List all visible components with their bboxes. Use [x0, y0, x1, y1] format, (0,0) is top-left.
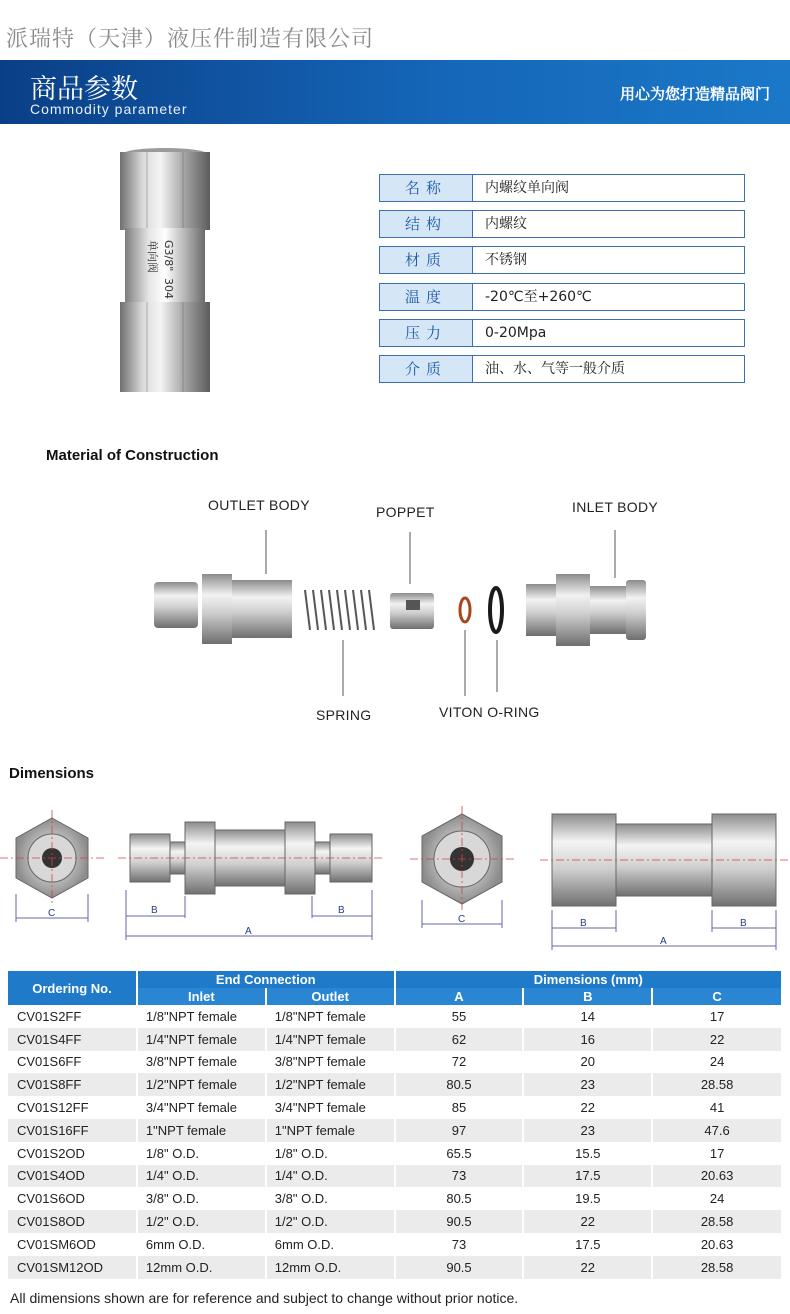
header-c: C: [652, 988, 782, 1005]
product-marking-name: 单向阀: [146, 240, 159, 273]
ordering-no-cell: CV01S12FF: [8, 1096, 137, 1119]
table-row: [8, 1028, 782, 1051]
table-row: [8, 1073, 782, 1096]
dim-b-cell: 20: [523, 1051, 652, 1074]
dim-b-cell: 15.5: [523, 1142, 652, 1165]
param-row: [379, 319, 745, 347]
dim-label-b: B: [580, 918, 587, 929]
label-inlet-body: INLET BODY: [572, 499, 658, 515]
inlet-cell: 1/8"NPT female: [137, 1005, 266, 1028]
inlet-cell: 6mm O.D.: [137, 1233, 266, 1256]
param-value: 内螺纹单向阀: [472, 175, 744, 201]
table-row: [8, 1119, 782, 1142]
dim-a-cell: 55: [395, 1005, 524, 1028]
param-value: 内螺纹: [472, 211, 744, 237]
outlet-cell: 1/2" O.D.: [266, 1210, 395, 1233]
ordering-no-cell: CV01SM6OD: [8, 1233, 137, 1256]
outlet-cell: 12mm O.D.: [266, 1256, 395, 1279]
inlet-cell: 1/2" O.D.: [137, 1210, 266, 1233]
dim-c-cell: 47.6: [652, 1119, 782, 1142]
dim-label-b: B: [338, 905, 345, 916]
param-key: 压力: [380, 320, 472, 346]
dim-b-cell: 23: [523, 1119, 652, 1142]
dim-a-cell: 90.5: [395, 1256, 524, 1279]
dim-a-cell: 73: [395, 1165, 524, 1188]
param-row: [379, 210, 745, 238]
ordering-table-body: [8, 1005, 782, 1279]
dim-b-cell: 22: [523, 1210, 652, 1233]
inlet-cell: 1/2"NPT female: [137, 1073, 266, 1096]
ordering-no-cell: CV01S4FF: [8, 1028, 137, 1051]
outlet-cell: 3/4"NPT female: [266, 1096, 395, 1119]
ordering-no-cell: CV01S2OD: [8, 1142, 137, 1165]
dim-c-cell: 17: [652, 1142, 782, 1165]
dim-a-cell: 80.5: [395, 1073, 524, 1096]
dim-a-cell: 73: [395, 1233, 524, 1256]
label-spring: SPRING: [316, 707, 372, 723]
dim-label-b: B: [151, 905, 158, 916]
outlet-cell: 1"NPT female: [266, 1119, 395, 1142]
inlet-cell: 1/4" O.D.: [137, 1165, 266, 1188]
dimensions-heading: Dimensions: [9, 765, 95, 782]
dim-a-cell: 80.5: [395, 1187, 524, 1210]
dim-b-cell: 14: [523, 1005, 652, 1028]
param-value: -20℃至+260℃: [472, 284, 744, 310]
dim-c-cell: 28.58: [652, 1210, 782, 1233]
parameter-table: [379, 174, 745, 391]
dim-c-cell: 22: [652, 1028, 782, 1051]
dim-b-cell: 19.5: [523, 1187, 652, 1210]
construction-heading: Material of Construction: [46, 447, 219, 464]
ordering-no-cell: CV01S8FF: [8, 1073, 137, 1096]
table-row: [8, 1210, 782, 1233]
table-row: [8, 1256, 782, 1279]
outlet-cell: 1/8" O.D.: [266, 1142, 395, 1165]
dim-c-cell: 24: [652, 1051, 782, 1074]
dim-a-cell: 90.5: [395, 1210, 524, 1233]
table-row: [8, 1187, 782, 1210]
dim-c-cell: 28.58: [652, 1073, 782, 1096]
dim-label-a: A: [660, 936, 667, 947]
dimension-drawings: [0, 800, 790, 960]
outlet-cell: 1/2"NPT female: [266, 1073, 395, 1096]
dim-c-cell: 28.58: [652, 1256, 782, 1279]
param-row: [379, 174, 745, 202]
table-row: [8, 1142, 782, 1165]
inlet-cell: 1"NPT female: [137, 1119, 266, 1142]
inlet-cell: 3/4"NPT female: [137, 1096, 266, 1119]
header-b: B: [523, 988, 652, 1005]
ordering-no-cell: CV01S16FF: [8, 1119, 137, 1142]
dim-b-cell: 22: [523, 1096, 652, 1119]
param-row: [379, 246, 745, 274]
inlet-cell: 3/8" O.D.: [137, 1187, 266, 1210]
table-row: [8, 1096, 782, 1119]
exploded-view-illustration: [150, 490, 650, 730]
ordering-table: [8, 971, 783, 1279]
dim-label-b: B: [740, 918, 747, 929]
header-ordering-no: Ordering No.: [8, 971, 137, 1005]
dim-label-c: C: [48, 908, 56, 919]
param-key: 介质: [380, 356, 472, 382]
ordering-no-cell: CV01S8OD: [8, 1210, 137, 1233]
table-row: [8, 1165, 782, 1188]
ordering-no-cell: CV01S6FF: [8, 1051, 137, 1074]
product-marking-material: 304: [162, 278, 175, 299]
dim-label-c: C: [458, 914, 466, 925]
ordering-no-cell: CV01SM12OD: [8, 1256, 137, 1279]
inlet-cell: 12mm O.D.: [137, 1256, 266, 1279]
product-marking-spec: G3/8": [162, 240, 175, 272]
ordering-no-cell: CV01S2FF: [8, 1005, 137, 1028]
header-dimensions: Dimensions (mm): [395, 971, 782, 988]
dim-a-cell: 72: [395, 1051, 524, 1074]
ordering-no-cell: CV01S6OD: [8, 1187, 137, 1210]
banner-slogan: 用心为您打造精品阀门: [619, 85, 770, 103]
company-name: 派瑞特（天津）液压件制造有限公司: [6, 27, 375, 52]
outlet-cell: 6mm O.D.: [266, 1233, 395, 1256]
dim-b-cell: 17.5: [523, 1233, 652, 1256]
dim-c-cell: 20.63: [652, 1233, 782, 1256]
header-inlet: Inlet: [137, 988, 266, 1005]
param-key: 温度: [380, 284, 472, 310]
table-row: [8, 1233, 782, 1256]
outlet-cell: 1/4" O.D.: [266, 1165, 395, 1188]
param-key: 名称: [380, 175, 472, 201]
dim-b-cell: 16: [523, 1028, 652, 1051]
inlet-cell: 3/8"NPT female: [137, 1051, 266, 1074]
banner-subtitle: Commodity parameter: [30, 101, 188, 117]
dim-a-cell: 65.5: [395, 1142, 524, 1165]
section-banner: [0, 60, 790, 124]
dim-a-cell: 62: [395, 1028, 524, 1051]
label-poppet: POPPET: [376, 504, 435, 520]
footnote: All dimensions shown are for reference and subject to change without prior notice.: [10, 1290, 519, 1306]
dim-b-cell: 23: [523, 1073, 652, 1096]
header-end-connection: End Connection: [137, 971, 395, 988]
table-row: [8, 1051, 782, 1074]
header-a: A: [395, 988, 524, 1005]
dim-c-cell: 17: [652, 1005, 782, 1028]
banner-title: 商品参数: [30, 74, 138, 105]
label-oring: VITON O-RING: [439, 704, 540, 720]
param-value: 不锈钢: [472, 247, 744, 273]
dim-c-cell: 41: [652, 1096, 782, 1119]
header-outlet: Outlet: [266, 988, 395, 1005]
outlet-cell: 1/8"NPT female: [266, 1005, 395, 1028]
param-row: [379, 355, 745, 383]
ordering-no-cell: CV01S4OD: [8, 1165, 137, 1188]
dim-c-cell: 20.63: [652, 1165, 782, 1188]
dim-b-cell: 17.5: [523, 1165, 652, 1188]
label-outlet-body: OUTLET BODY: [208, 497, 310, 513]
inlet-cell: 1/8" O.D.: [137, 1142, 266, 1165]
dim-b-cell: 22: [523, 1256, 652, 1279]
param-key: 结构: [380, 211, 472, 237]
inlet-cell: 1/4"NPT female: [137, 1028, 266, 1051]
param-value: 0-20Mpa: [472, 320, 744, 346]
outlet-cell: 3/8" O.D.: [266, 1187, 395, 1210]
dim-c-cell: 24: [652, 1187, 782, 1210]
outlet-cell: 3/8"NPT female: [266, 1051, 395, 1074]
param-row: [379, 283, 745, 311]
outlet-cell: 1/4"NPT female: [266, 1028, 395, 1051]
table-row: [8, 1005, 782, 1028]
param-key: 材质: [380, 247, 472, 273]
param-value: 油、水、气等一般介质: [472, 356, 744, 382]
dim-a-cell: 97: [395, 1119, 524, 1142]
product-image: [115, 148, 215, 393]
dim-a-cell: 85: [395, 1096, 524, 1119]
dim-label-a: A: [245, 926, 252, 937]
